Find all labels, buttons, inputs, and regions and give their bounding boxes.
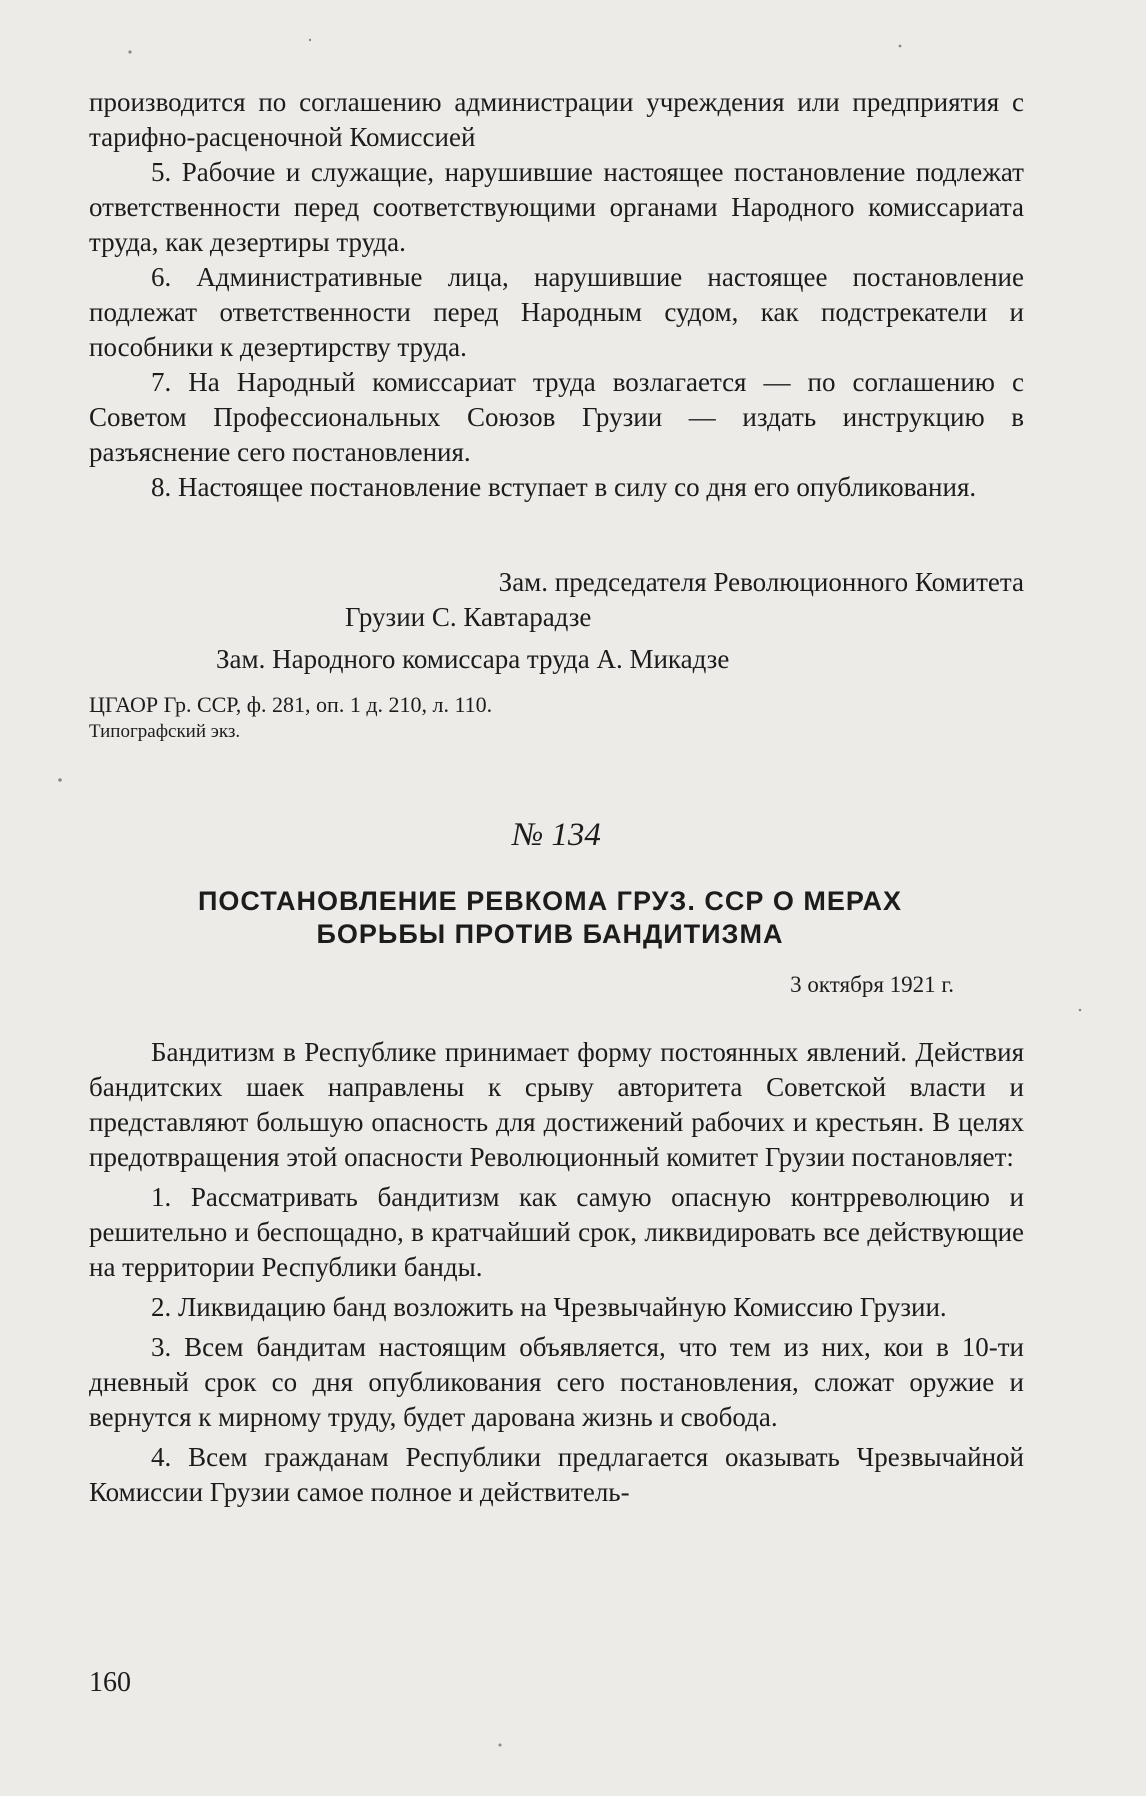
paragraph-item-5: 5. Рабочие и служащие, нарушившие настоящее постановление подлежат ответственности перед соответствующими органами Народного комиссариата труда, как дезертиры труда.	[89, 157, 1024, 257]
paragraph-item-6: 6. Административные лица, нарушившие настоящее постановление подлежат ответственности перед Народным судом, как подстрекатели и пособники к дезертирству труда.	[89, 262, 1024, 362]
archive-citation: ЦГАОР Гр. ССР, ф. 281, оп. 1 д. 210, л. 110.	[89, 692, 493, 717]
document-date-block	[89, 970, 1024, 1000]
paragraph-item-7: 7. На Народный комиссариат труда возлагается — по соглашению с Советом Профессиональных Союзов Грузии — издать инструкцию в разъяснение сего постановления.	[89, 367, 1024, 467]
document-body	[89, 1035, 1024, 1510]
paragraph-intro: Бандитизм в Республике принимает форму постоянных явлений. Действия бандитских шаек направлены к срыву авторитета Советской власти и представляют большую опасность для достижений рабочих и крестьян. В целях предотвращения этой опасности Революционный комитет Грузии постановляет:	[89, 1037, 1024, 1172]
document-heading	[89, 815, 1024, 855]
archive-reference	[89, 690, 1024, 745]
paragraph-item-1: 1. Рассматривать бандитизм как самую опасную контрреволюцию и решительно и беспощадно, в кратчайший срок, ликвидировать все действующие на территории Республики банды.	[89, 1182, 1024, 1282]
document-title-line-1: ПОСТАНОВЛЕНИЕ РЕВКОМА ГРУЗ. ССР О МЕРАХ	[197, 886, 903, 916]
signature-block-1	[89, 565, 1024, 635]
paragraph-item-4: 4. Всем гражданам Республики предлагается оказывать Чрезвычайной Комиссии Грузии самое полное и действитель-	[89, 1442, 1024, 1507]
document-title-line-2: БОРЬБЫ ПРОТИВ БАНДИТИЗМА	[316, 919, 784, 949]
document-title	[100, 885, 1000, 951]
paragraph-continuation: производится по соглашению администрации учреждения или предприятия с тарифно-расценочной Комиссией	[89, 87, 1024, 152]
document-date: 3 октября 1921 г.	[790, 972, 954, 997]
page-number: 160	[89, 1667, 131, 1698]
signature-block-2	[89, 642, 1024, 677]
paragraph-item-8: 8. Настоящее постановление вступает в силу со дня его опубликования.	[151, 472, 977, 502]
previous-document-ending	[89, 85, 1024, 505]
paragraph-item-2: 2. Ликвидацию банд возложить на Чрезвычайную Комиссию Грузии.	[151, 1292, 947, 1322]
document-number: № 134	[512, 817, 601, 853]
signature-1-line-1: Зам. председателя Революционного Комитета	[498, 567, 1024, 597]
signature-1-line-2: Грузии С. Кавтарадзе	[345, 602, 592, 632]
archive-copy-type: Типографский экз.	[89, 721, 241, 742]
signature-2: Зам. Народного комиссара труда А. Микадзе	[216, 644, 730, 674]
paragraph-item-3: 3. Всем бандитам настоящим объявляется, что тем из них, кои в 10-ти дневный срок со дня опубликования сего постановления, сложат оружие и вернутся к мирному труду, будет дарована жизнь и свобода.	[89, 1332, 1024, 1432]
